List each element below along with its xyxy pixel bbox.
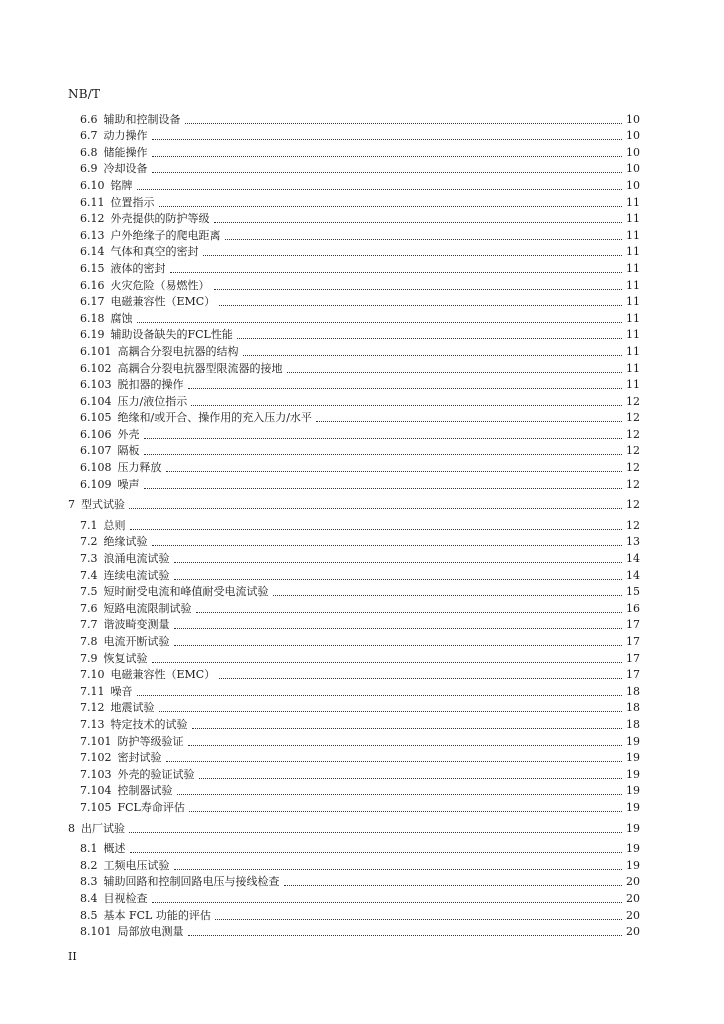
toc-entry[interactable] [68, 648, 640, 665]
toc-page-number: 12 [626, 444, 640, 458]
toc-dot-leader [214, 279, 623, 290]
toc-page-number: 17 [626, 651, 640, 665]
toc-entry-title: 铭牌 [110, 178, 133, 192]
toc-entry-number: 6.101 [80, 344, 112, 358]
toc-entry-number: 7.6 [80, 601, 98, 615]
toc-page-number: 17 [626, 668, 640, 682]
toc-page-number: 19 [626, 767, 640, 781]
toc-entry-number: 7.2 [80, 535, 98, 549]
toc-dot-leader [188, 735, 623, 746]
toc-entry-title: 隔板 [117, 444, 140, 458]
toc-dot-leader [166, 751, 623, 762]
toc-dot-leader [137, 179, 623, 190]
toc-page-number: 18 [626, 684, 640, 698]
toc-page-number: 19 [626, 858, 640, 872]
toc-dot-leader [316, 411, 622, 422]
toc-dot-leader [152, 162, 623, 173]
toc-entry-number: 7.1 [80, 518, 98, 532]
toc-entry[interactable] [68, 764, 640, 781]
toc-page-number: 18 [626, 701, 640, 715]
toc-entry[interactable] [68, 665, 640, 682]
toc-entry-title: 气体和真空的密封 [110, 245, 199, 259]
toc-entry-title: 储能操作 [103, 145, 148, 159]
toc-entry-title: 外壳提供的防护等级 [110, 212, 210, 226]
toc-dot-leader [130, 842, 623, 853]
toc-dot-leader [177, 784, 623, 795]
toc-dot-leader [166, 461, 623, 472]
toc-entry-title: 浪涌电流试验 [103, 552, 170, 566]
toc-page-number: 11 [626, 195, 640, 209]
toc-entry-number: 7.101 [80, 734, 112, 748]
toc-page-number: 12 [626, 518, 640, 532]
toc-entry-number: 8.101 [80, 925, 112, 939]
toc-entry-number: 6.13 [80, 228, 105, 242]
toc-entry[interactable] [68, 714, 640, 731]
toc-dot-leader [199, 768, 623, 779]
toc-page-number: 17 [626, 635, 640, 648]
toc-dot-leader [129, 822, 622, 833]
toc-entry[interactable] [68, 325, 640, 342]
toc-dot-leader [196, 602, 623, 613]
toc-entry-number: 8 [68, 821, 75, 835]
toc-page-number: 13 [626, 535, 640, 549]
toc-entry[interactable] [68, 565, 640, 582]
toc-entry-number: 7.9 [80, 651, 98, 665]
toc-dot-leader [174, 635, 623, 646]
toc-entry-title: 噪音 [110, 684, 133, 698]
toc-entry[interactable] [68, 408, 640, 425]
toc-entry[interactable] [68, 308, 640, 325]
toc-entry-number: 8.1 [80, 842, 98, 856]
toc-entry-title: 噪声 [117, 477, 140, 491]
toc-entry[interactable] [68, 126, 640, 143]
toc-entry[interactable] [68, 781, 640, 798]
toc-entry-title: 控制器试验 [117, 784, 173, 798]
toc-dot-leader [152, 129, 623, 140]
toc-entry[interactable] [68, 375, 640, 392]
toc-entry-number: 6.10 [80, 178, 105, 192]
toc-entry-number: 8.4 [80, 891, 98, 905]
toc-dot-leader [185, 113, 623, 124]
toc-entry-number: 7 [68, 498, 75, 512]
toc-dot-leader [152, 535, 623, 546]
toc-entry-title: 特定技术的试验 [110, 717, 188, 731]
toc-page-number: 12 [626, 498, 640, 512]
page-header: NB/T [68, 87, 101, 101]
toc-entry-number: 7.104 [80, 784, 112, 798]
toc-page-number: 14 [626, 552, 640, 566]
toc-dot-leader [129, 498, 622, 509]
toc-page-number: 11 [626, 295, 640, 309]
toc-entry-title: 电流开断试验 [103, 635, 170, 648]
toc-entry[interactable] [68, 582, 640, 599]
toc-entry-title: 型式试验 [81, 498, 125, 512]
toc-dot-leader [130, 519, 623, 530]
toc-page-number: 14 [626, 568, 640, 582]
toc-page-number: 11 [626, 245, 640, 259]
toc-entry-number: 7.12 [80, 701, 105, 715]
toc-entry-number: 6.102 [80, 361, 112, 375]
toc-entry[interactable] [68, 515, 640, 532]
toc-page-number: 16 [626, 601, 640, 615]
toc-page-number: 12 [626, 477, 640, 491]
toc-entry-number: 7.102 [80, 751, 112, 765]
toc-entry[interactable] [68, 192, 640, 209]
toc-dot-leader [174, 552, 623, 563]
toc-page-number: 10 [626, 162, 640, 176]
toc-page-number: 19 [626, 751, 640, 765]
toc-dot-leader [215, 909, 622, 920]
toc-page-number: 19 [626, 734, 640, 748]
toc-page-number: 10 [626, 178, 640, 192]
toc-entry[interactable] [68, 839, 640, 856]
toc-entry-title: 防护等级验证 [117, 734, 184, 748]
toc-page-number: 12 [626, 411, 640, 425]
toc-entry[interactable] [68, 441, 640, 458]
toc-entry[interactable] [68, 275, 640, 292]
table-of-contents [68, 109, 640, 938]
toc-entry[interactable] [68, 391, 640, 408]
toc-dot-leader [144, 444, 623, 455]
toc-entry-number: 6.17 [80, 295, 105, 309]
toc-page-number: 11 [626, 378, 640, 392]
toc-dot-leader [188, 925, 623, 936]
toc-entry-title: 辅助回路和控制回路电压与接线检查 [103, 875, 280, 889]
toc-entry[interactable] [68, 905, 640, 922]
toc-dot-leader [174, 618, 623, 629]
toc-page-number: 18 [626, 717, 640, 731]
toc-dot-leader [225, 229, 623, 240]
toc-entry-title: 电磁兼容性（EMC） [110, 295, 216, 309]
toc-entry-number: 7.10 [80, 668, 105, 682]
toc-entry-number: 7.105 [80, 800, 112, 814]
toc-dot-leader [159, 701, 623, 712]
toc-entry[interactable] [68, 109, 640, 126]
toc-entry-title: 目视检查 [103, 891, 148, 905]
toc-entry-number: 8.2 [80, 858, 98, 872]
toc-entry-title: FCL寿命评估 [117, 800, 185, 814]
toc-dot-leader [137, 685, 623, 696]
toc-page-number: 20 [626, 908, 640, 922]
toc-dot-leader [144, 428, 623, 439]
toc-entry-title: 基本 FCL 功能的评估 [103, 908, 211, 922]
toc-entry-number: 6.12 [80, 212, 105, 226]
toc-entry-title: 火灾危险（易燃性） [110, 278, 210, 292]
toc-entry-title: 出厂试验 [81, 821, 125, 835]
toc-entry-number: 7.5 [80, 585, 98, 599]
toc-dot-leader [214, 212, 623, 223]
toc-dot-leader [152, 892, 623, 903]
toc-dot-leader [188, 378, 623, 389]
toc-page-number: 11 [626, 328, 640, 342]
toc-entry-number: 6.11 [80, 195, 105, 209]
toc-entry-title: 短路电流限制试验 [103, 601, 192, 615]
toc-page-number: 20 [626, 925, 640, 939]
toc-entry-number: 7.4 [80, 568, 98, 582]
toc-page-number: 11 [626, 228, 640, 242]
toc-entry-title: 冷却设备 [103, 162, 148, 176]
toc-entry[interactable] [68, 358, 640, 375]
toc-dot-leader [287, 362, 623, 373]
toc-dot-leader [219, 295, 622, 306]
toc-page-number: 11 [626, 261, 640, 275]
toc-entry[interactable] [68, 424, 640, 441]
toc-entry-title: 绝缘和/或开合、操作用的充入压力/水平 [117, 411, 312, 425]
toc-dot-leader [273, 585, 623, 596]
toc-entry-number: 6.16 [80, 278, 105, 292]
toc-entry[interactable] [68, 681, 640, 698]
toc-entry-number: 6.106 [80, 427, 112, 441]
toc-page-number: 10 [626, 112, 640, 126]
toc-entry-number: 6.108 [80, 461, 112, 475]
toc-entry-title: 液体的密封 [110, 261, 166, 275]
toc-entry-number: 6.8 [80, 145, 98, 159]
toc-dot-leader [174, 859, 623, 870]
toc-entry-number: 6.7 [80, 129, 98, 143]
toc-dot-leader [189, 801, 622, 812]
toc-entry[interactable] [68, 209, 640, 226]
toc-entry[interactable] [68, 292, 640, 309]
toc-entry-title: 高耦合分裂电抗器的结构 [117, 344, 239, 358]
toc-entry[interactable] [68, 731, 640, 748]
page-footer: II [68, 950, 77, 963]
toc-entry-number: 6.103 [80, 378, 112, 392]
toc-entry-title: 绝缘试验 [103, 535, 148, 549]
toc-entry[interactable] [68, 888, 640, 905]
toc-dot-leader [170, 262, 623, 273]
toc-entry-title: 局部放电测量 [117, 925, 184, 939]
toc-entry-title: 辅助设备缺失的FCL性能 [110, 328, 233, 342]
toc-dot-leader [237, 328, 622, 339]
toc-entry-number: 8.5 [80, 908, 98, 922]
toc-entry-number: 6.18 [80, 311, 105, 325]
toc-entry-title: 脱扣器的操作 [117, 378, 184, 392]
toc-entry-number: 8.3 [80, 875, 98, 889]
toc-entry-number: 6.109 [80, 477, 112, 491]
toc-entry[interactable] [68, 598, 640, 615]
toc-entry-number: 7.13 [80, 717, 105, 731]
toc-entry[interactable] [68, 175, 640, 192]
toc-entry-number: 6.6 [80, 112, 98, 126]
toc-page-number: 11 [626, 212, 640, 226]
toc-entry[interactable] [68, 797, 640, 814]
toc-entry-title: 压力释放 [117, 461, 162, 475]
toc-entry[interactable] [68, 258, 640, 275]
toc-entry-title: 谐波畸变测量 [103, 618, 170, 632]
toc-dot-leader [191, 395, 622, 406]
toc-entry-title: 连续电流试验 [103, 568, 170, 582]
toc-entry-title: 高耦合分裂电抗器型限流器的接地 [117, 361, 283, 375]
toc-page-number: 17 [626, 618, 640, 632]
toc-page-number: 10 [626, 129, 640, 143]
toc-page-number: 10 [626, 145, 640, 159]
toc-chapter-entry[interactable] [68, 495, 640, 512]
toc-page-number: 11 [626, 278, 640, 292]
toc-chapter-entry[interactable] [68, 818, 640, 835]
toc-entry-number: 6.14 [80, 245, 105, 259]
toc-dot-leader [192, 718, 623, 729]
toc-dot-leader [203, 245, 623, 256]
toc-entry[interactable] [68, 748, 640, 765]
toc-page-number: 15 [626, 585, 640, 599]
toc-page-number: 19 [626, 800, 640, 814]
toc-page-number: 12 [626, 394, 640, 408]
toc-entry-title: 密封试验 [117, 751, 162, 765]
toc-dot-leader [284, 875, 623, 886]
toc-page-number: 12 [626, 427, 640, 441]
toc-entry[interactable] [68, 548, 640, 565]
toc-entry[interactable] [68, 225, 640, 242]
toc-entry-number: 7.11 [80, 684, 105, 698]
toc-page-number: 19 [626, 842, 640, 856]
toc-dot-leader [152, 146, 623, 157]
toc-entry-title: 户外绝缘子的爬电距离 [110, 228, 221, 242]
toc-entry[interactable] [68, 615, 640, 632]
toc-entry[interactable] [68, 159, 640, 176]
toc-page-number: 19 [626, 821, 640, 835]
toc-entry[interactable] [68, 242, 640, 259]
toc-page-number: 20 [626, 891, 640, 905]
toc-entry-title: 概述 [103, 842, 126, 856]
toc-entry[interactable] [68, 341, 640, 358]
toc-dot-leader [174, 569, 623, 580]
toc-entry-number: 7.8 [80, 635, 98, 648]
toc-entry-number: 6.104 [80, 394, 112, 408]
toc-entry-title: 外壳的验证试验 [117, 767, 195, 781]
toc-entry-number: 7.103 [80, 767, 112, 781]
toc-entry-number: 6.9 [80, 162, 98, 176]
toc-entry[interactable] [68, 872, 640, 889]
toc-entry[interactable] [68, 457, 640, 474]
toc-entry-number: 6.107 [80, 444, 112, 458]
toc-entry-title: 压力/液位指示 [117, 394, 188, 408]
toc-entry[interactable] [68, 922, 640, 939]
toc-entry-title: 恢复试验 [103, 651, 148, 665]
toc-entry-number: 7.3 [80, 552, 98, 566]
toc-entry[interactable] [68, 855, 640, 872]
toc-page-number: 11 [626, 344, 640, 358]
toc-entry-title: 总则 [103, 518, 126, 532]
toc-dot-leader [219, 668, 622, 679]
toc-entry-title: 辅助和控制设备 [103, 112, 181, 126]
toc-entry[interactable] [68, 474, 640, 491]
toc-entry-title: 位置指示 [110, 195, 155, 209]
toc-page-number: 11 [626, 311, 640, 325]
toc-entry[interactable] [68, 698, 640, 715]
toc-entry-number: 6.105 [80, 411, 112, 425]
toc-dot-leader [137, 312, 623, 323]
toc-page-number: 11 [626, 361, 640, 375]
toc-entry[interactable] [68, 142, 640, 159]
toc-entry-title: 动力操作 [103, 129, 148, 143]
toc-dot-leader [159, 196, 623, 207]
toc-dot-leader [243, 345, 623, 356]
toc-entry-title: 工频电压试验 [103, 858, 170, 872]
toc-entry[interactable] [68, 631, 640, 648]
toc-entry-title: 腐蚀 [110, 311, 133, 325]
toc-dot-leader [144, 478, 623, 489]
toc-page-number: 12 [626, 461, 640, 475]
toc-entry-title: 地震试验 [110, 701, 155, 715]
toc-entry-title: 短时耐受电流和峰值耐受电流试验 [103, 585, 269, 599]
toc-page-number: 19 [626, 784, 640, 798]
toc-entry[interactable] [68, 532, 640, 549]
toc-entry-number: 7.7 [80, 618, 98, 632]
toc-page-number: 20 [626, 875, 640, 889]
toc-entry-number: 6.19 [80, 328, 105, 342]
toc-entry-title: 外壳 [117, 427, 140, 441]
toc-entry-title: 电磁兼容性（EMC） [110, 668, 216, 682]
toc-entry-number: 6.15 [80, 261, 105, 275]
toc-dot-leader [152, 652, 623, 663]
